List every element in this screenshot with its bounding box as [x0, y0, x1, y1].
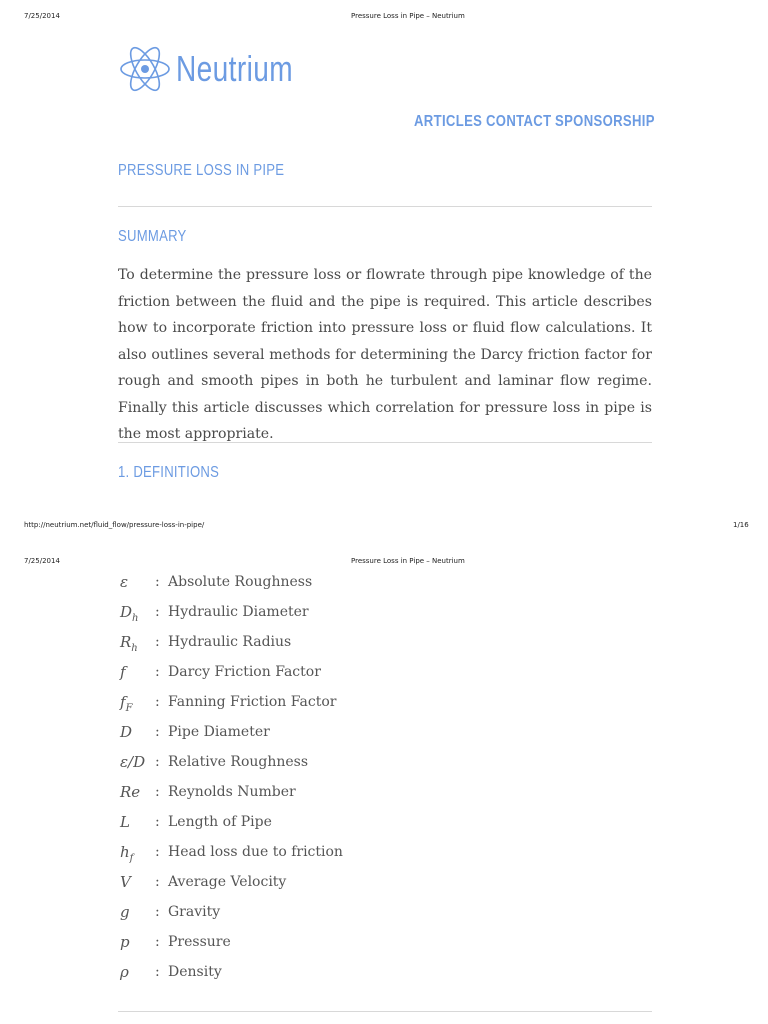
print-date: 7/25/2014 [24, 557, 60, 565]
print-title: Pressure Loss in Pipe – Neutrium [351, 557, 465, 565]
definition-colon: : [155, 604, 160, 620]
symbol-main: ρ [120, 963, 129, 981]
definition-symbol [120, 693, 133, 714]
symbol-main: g [120, 903, 130, 921]
definition-description: Pressure [168, 934, 231, 950]
definition-colon: : [155, 814, 160, 830]
print-url: http://neutrium.net/fluid_flow/pressure-loss-in-pipe/ [24, 521, 205, 529]
symbol-main: ε [120, 573, 129, 591]
definition-description: Absolute Roughness [168, 574, 313, 590]
definition-symbol [120, 873, 131, 891]
definition-colon: : [155, 694, 160, 710]
symbol-main: Re [120, 783, 141, 801]
definition-symbol [120, 633, 138, 654]
nav-articles[interactable]: ARTICLES [414, 113, 483, 130]
print-title: Pressure Loss in Pipe – Neutrium [351, 12, 465, 20]
page-title: PRESSURE LOSS IN PIPE [118, 162, 285, 179]
definition-description: Darcy Friction Factor [168, 664, 321, 680]
definition-row [118, 809, 518, 839]
definition-description: Gravity [168, 904, 221, 920]
definition-symbol [120, 753, 145, 771]
definition-colon: : [155, 724, 160, 740]
definition-description: Hydraulic Diameter [168, 604, 309, 620]
definition-description: Average Velocity [168, 874, 287, 890]
definitions-heading[interactable]: 1. DEFINITIONS [118, 464, 220, 481]
definition-description: Density [168, 964, 222, 980]
print-date: 7/25/2014 [24, 12, 60, 20]
definition-colon: : [155, 904, 160, 920]
symbol-main: V [120, 873, 131, 891]
symbol-main: L [120, 813, 130, 831]
definition-symbol [120, 963, 129, 981]
symbol-subscript: F [125, 703, 133, 714]
definition-row [118, 659, 518, 689]
symbol-main: f [120, 693, 126, 711]
definition-description: Head loss due to friction [168, 844, 343, 860]
symbol-main: D [120, 603, 133, 621]
definition-row [118, 569, 518, 599]
symbol-main: h [120, 843, 130, 861]
definition-row [118, 719, 518, 749]
definition-colon: : [155, 844, 160, 860]
definition-row [118, 779, 518, 809]
definition-description: Relative Roughness [168, 754, 309, 770]
definition-row [118, 959, 518, 989]
divider [118, 206, 652, 207]
definition-symbol [120, 603, 138, 624]
divider [118, 442, 652, 443]
definition-colon: : [155, 934, 160, 950]
symbol-subscript: h [131, 643, 138, 654]
definition-row [118, 899, 518, 929]
definition-symbol [120, 573, 128, 591]
definition-symbol [120, 843, 133, 864]
definition-colon: : [155, 664, 160, 680]
definition-row [118, 929, 518, 959]
definition-row [118, 629, 518, 659]
print-page-number: 1/16 [733, 521, 749, 529]
definitions-list [118, 569, 518, 989]
definition-symbol [120, 903, 130, 921]
symbol-main: D [120, 723, 133, 741]
definition-colon: : [155, 964, 160, 980]
definition-symbol [120, 933, 130, 951]
nav-contact[interactable]: CONTACT [486, 113, 552, 130]
definition-symbol [120, 663, 126, 681]
definition-row [118, 689, 518, 719]
symbol-subscript: h [132, 613, 139, 624]
definition-colon: : [155, 874, 160, 890]
definition-row [118, 839, 518, 869]
summary-heading: SUMMARY [118, 228, 187, 245]
symbol-main: ε/D [120, 753, 146, 771]
symbol-main: R [120, 633, 132, 651]
definition-description: Reynolds Number [168, 784, 296, 800]
nav-sponsorship[interactable]: SPONSORSHIP [555, 113, 655, 130]
definition-description: Hydraulic Radius [168, 634, 292, 650]
definition-row [118, 599, 518, 629]
definition-row [118, 869, 518, 899]
definition-description: Pipe Diameter [168, 724, 270, 740]
definition-colon: : [155, 574, 160, 590]
definition-colon: : [155, 634, 160, 650]
definition-symbol [120, 783, 140, 801]
symbol-main: f [120, 663, 126, 681]
definition-symbol [120, 723, 132, 741]
definition-description: Length of Pipe [168, 814, 272, 830]
definition-colon: : [155, 784, 160, 800]
symbol-subscript: f [129, 853, 134, 864]
divider [118, 1011, 652, 1012]
symbol-main: p [120, 933, 130, 951]
definition-colon: : [155, 754, 160, 770]
definition-row [118, 749, 518, 779]
atom-icon[interactable] [118, 42, 172, 96]
summary-text: To determine the pressure loss or flowrate through pipe knowledge of the friction between the fluid and the pipe is required. This article describes how to incorporate friction into pressure loss or fluid flow calculations. It also outlines several methods for determining the Darcy friction factor for rough and smooth pipes in both he turbulent and laminar flow regime. Finally this article discusses which correlation for pressure loss in pipe is the most appropriate. [118, 267, 652, 442]
brand-name[interactable]: Neutrium [176, 48, 294, 89]
definition-description: Fanning Friction Factor [168, 694, 337, 710]
definition-symbol [120, 813, 130, 831]
